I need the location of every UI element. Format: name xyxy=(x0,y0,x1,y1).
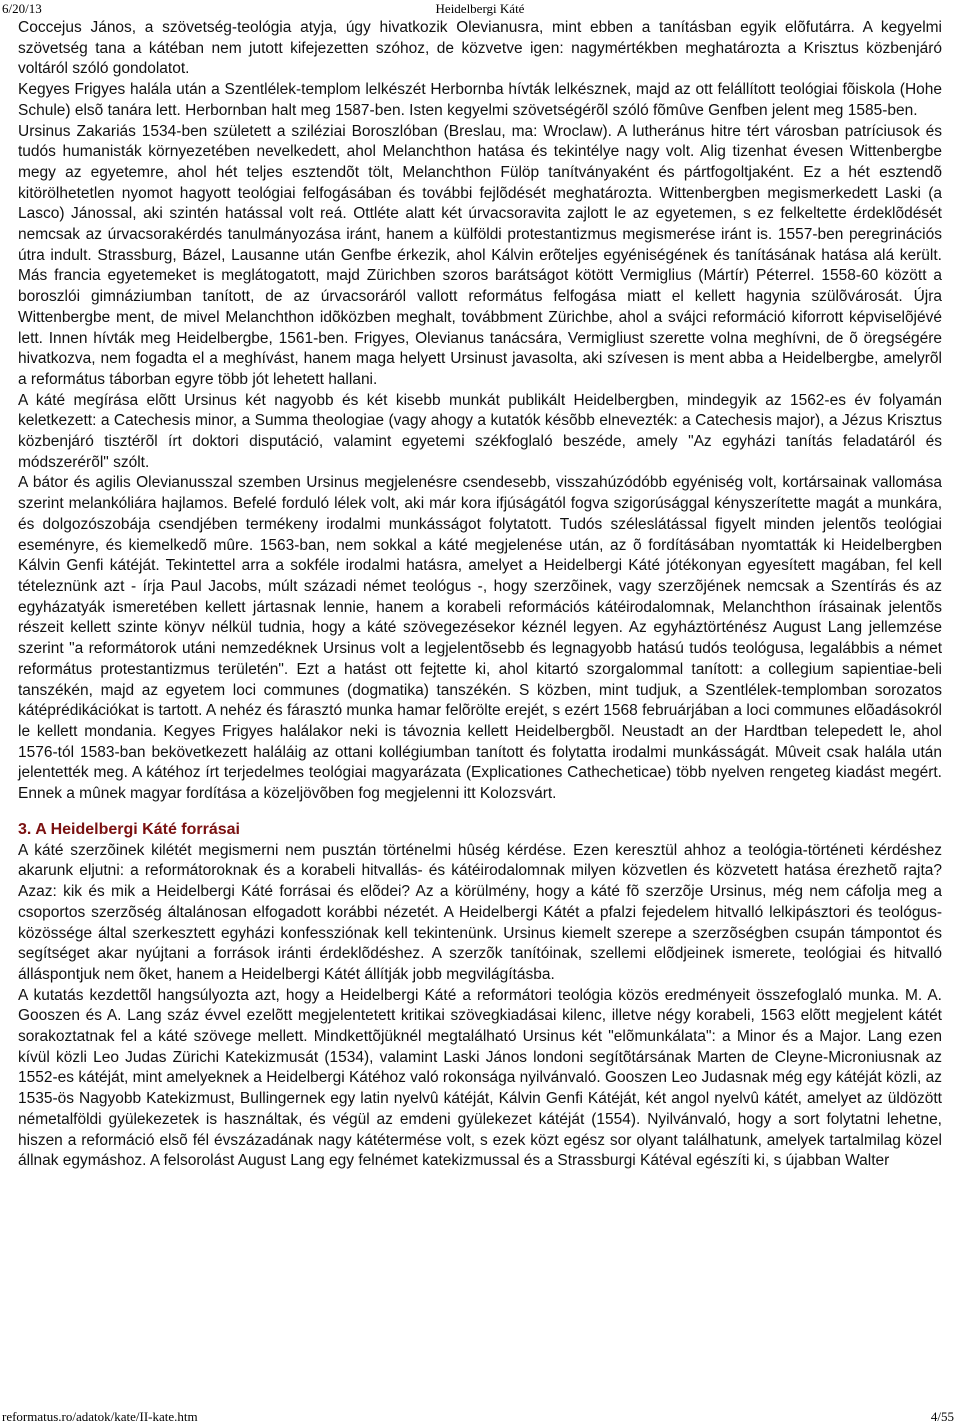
paragraph: A káté megírása elõtt Ursinus két nagyobb és két kisebb munkát publikált Heidelbergben, mindegyik az 1562-es év folyamán keletkezett: a Catechesis minor, a Summa theologiae (vagy ahogy a kutatók késõbb elnevezték: a Catechesis major), a Jézus Krisztus közbenjáró tisztérõl írt doktori disputáció, valamint egyetemi székfoglaló beszéde, amely "Az egyházi tanítás feladatáról és módszerérõl" szólt. xyxy=(18,391,942,471)
paragraph: A bátor és agilis Olevianusszal szemben Ursinus megjelenésre csendesebb, visszahúzódóbb egyéniség volt, kortársainak vallomása szerint melankóliára hajlamos. Befelé forduló lélek volt, aki már kora ifjúságától fogva szigorúsággal kényszerítette magát a munkára, és dolgozószobája csendjében termékeny irodalmi munkásságot folytatott. Tudós széleslátással figyelt minden jelentõs teológiai eseményre, és kiemelkedõ mûre. 1563-ban, nem sokkal a káté megjelenése után, az õ fordításában nyomtatták ki Heidelbergben Kálvin Genfi kátéját. Tekintettel arra a sokféle irodalmi hatásra, amelyet a Heidelbergi Káté jótékonyan egyesített magában, fel kell tételeznünk azt - írja Paul Jacobs, múlt századi német teológus -, hogy szerzõinek, vagy szerzõjének nemcsak a Szentírás és az egyházatyák ismeretében kellett jártasnak lennie, hanem a korabeli reformációs kátéirodalomnak, Melanchthon írásainak jelentõs részeit kellett szinte könyv nélkül tudnia, hogy a káté szövegezésekor kéznél legyen. Az egyháztörténész August Lang jellemzése szerint "a reformátorok utáni nemzedéknek Ursinus volt a legjelentõsebb és legnagyobb hatású tudós teológusa, legalábbis a német református protestantizmus területén". Ezt a hatást ott fejtette ki, ahol kitartó szorgalommal tanított: a collegium sapientiae-beli tanszékén, majd az egyetem loci communes (dogmatika) tanszékén. S közben, mint tudjuk, a Szentlélek-templomban sorozatos kátéprédikációkat is tartott. A nehéz és fárasztó munka hamar felõrölte erejét, s ezért 1568 februárjában a loci communes elõadásokról le kellett mondania. Kegyes Frigyes halálakor neki is távoznia kellett Heidelbergbõl. Neustadt an der Hardtban telepedett le, ahol 1576-tól 1583-ban bekövetkezett haláláig az ottani kollégiumban tanított és folytatta irodalmi munkásságát. Mûveit csak halála után jelentették meg. A kátéhoz írt terjedelmes teológiai magyarázata (Explicationes Cathecheticae) több nyelven rengeteg kiadást megért. Ennek a mûnek magyar fordítása a közeljövõben fog megjelenni itt Kolozsvárt. xyxy=(18,474,942,803)
paragraph: A káté szerzõinek kilétét megismerni nem pusztán történelmi hûség kérdése. Ezen keresztül ahhoz a teológia-történeti kérdéshez akarunk eljutni: a reformátoroknak és a korabeli hitvallás- és kátéirodalomnak milyen közvetlen és közvetett hatása érezhetõ rajta? Azaz: kik és mik a Heidelbergi Káté forrásai és elõdei? Az a körülmény, hogy a káté fõ szerzõje Ursinus, még nem cáfolja meg a csoportos szerzõség általánosan elfogadott korábbi nézetét. A Heidelbergi Kátét a pfalzi fejedelem hitvalló lelkipásztori és teológus-közössége által szerkesztett egyházi konfessziónak kell tekintenünk. Ursinus kiemelt szerepe a szerzõségben csupán támpontot és segítséget akar nyújtani a források iránti érdeklõdéshez. A szerzõk tanítóinak, szellemi elõdjeinek ismerete, teológiai és hitvalló álláspontjuk nem õket, hanem a Heidelbergi Kátét állítják jobb megvilágításba. xyxy=(18,841,942,983)
section-heading: 3. A Heidelbergi Káté forrásai xyxy=(18,820,240,838)
paragraph: Kegyes Frigyes halála után a Szentlélek-templom lelkészét Herbornba hívták lelkésznek, majd az ott felállított teológiai fõiskola (Hohe Schule) elsõ tanára lett. Herbornban halt meg 1587-ben. Isten kegyelmi szövetségérõl szóló fõmûve Genfben jelent meg 1585-ben. xyxy=(18,81,942,119)
page-url: reformatus.ro/adatok/kate/II-kate.htm xyxy=(2,1409,198,1424)
page-header xyxy=(0,0,960,18)
article-body xyxy=(18,18,942,1172)
paragraph: A kutatás kezdettõl hangsúlyozta azt, hogy a Heidelbergi Káté a reformátori teológia közös eredményeit összefoglaló munka. M. A. Gooszen és A. Lang száz évvel ezelõtt megjelentetett kritikai szövegkiadásai kilenc, illetve négy korabeli, 1563 elõtt megjelent kátét sorakoztatnak fel a káté szövege mellett. Mindkettõjüknél megtalálható Ursinus két "elõmunkálata": a Minor és a Major. Lang ezen kívül közli Leo Judas Zürichi Katekizmusát (1534), valamint Laski János londoni segítõtársának Marten de Cleyne-Microniusnak az 1552-es kátéját, mint amelyeknek a Heidelbergi Kátéhoz való rokonsága nyilvánvaló. Gooszen Leo Judasnak még egy kátéját közli, az 1535-ös Nagyobb Katekizmust, Bullingernek egy latin nyelvû kátéját, Kálvin Genfi Kátéját, két angol nyelvû kátét, amelyet az üldözött németalföldi gyülekezetek is használtak, és végül az emdeni gyülekezet kátéját (1554). Nyilvánvaló, hogy a sort folytatni lehetne, hiszen a reformáció elsõ fél évszázadának nagy kátétermése volt, s ezek közt egész sor olyant találhatunk, amelyek tartalmilag közel állnak egymáshoz. A felsorolást August Lang egy felnémet katekizmussal és a Strassburgi Kátéval egészíti ki, s újabban Walter xyxy=(18,986,942,1170)
page-number: 4/55 xyxy=(930,1409,954,1424)
paragraph: Coccejus János, a szövetség-teológia atyja, úgy hivatkozik Olevianusra, mint ebben a tanításban egyik elõfutárra. A kegyelmi szövetség tana a kátéban nem jutott kifejezetten szóhoz, de közvetve igen: nagymértékben meghatározta a Krisztus közbenjáró voltáról szóló gondolatot. xyxy=(18,19,942,78)
document-title: Heidelbergi Káté xyxy=(435,1,525,16)
page-footer xyxy=(0,1408,960,1426)
print-date: 6/20/13 xyxy=(2,1,42,16)
paragraph: Ursinus Zakariás 1534-ben született a sziléziai Boroszlóban (Breslau, ma: Wroclaw). A lutheránus hitre tért városban patríciusok és tudós humanisták környezetében nevelkedett, ahol Melanchthon hatása és tekintélye nagy volt. Alig tizenhat évesen Wittenbergbe megy az egyetemre, ahol hét teljes esztendõt tölt, Melanchthon Fülöp tanítványaként és pártfogoltjaként. Ez a hét esztendõ kitörölhetetlen nyomot hagyott teológiai felfogásában és további fejlõdését meghatározta. Wittenbergben megismerkedett Laski (a Lasco) Jánossal, aki szintén hatással volt reá. Ottléte alatt két úrvacsoravita zajlott le az egyetemen, s ez felkeltette érdeklõdését nemcsak az úrvacsorakérdés tanulmányozása iránt, hanem a külföldi protestantizmus megismerése iránt is. 1557-ben peregrinációs útra indult. Strassburg, Bázel, Lausanne után Genfbe érkezik, ahol Kálvin erõteljes egyéniségének és tanításának hatása alá került. Más francia egyetemeket is meglátogatott, majd Zürichben szoros barátságot kötött Vermiglius (Mártír) Péterrel. 1558-60 között a boroszlói gimnáziumban tanított, de az úrvacsoráról vallott református felfogása miatt el kellett hagynia szülõvárosát. Újra Wittenbergbe ment, de mivel Melanchthon idõközben meghalt, továbbment Zürichbe, ahol a svájci reformáció kiforrott képviselõjévé lett. Innen hívták meg Heidelbergbe, 1561-ben. Frigyes, Olevianus tanácsára, Vermigliust szerette volna meghívni, de õ öregségére hivatkozva, nem fogadta el a meghívást, hanem maga helyett Ursinust javasolta, aki szívesen is ment abba a Heidelbergbe, amelyrõl a református táborban egyre több jót lehetett hallani. xyxy=(18,122,942,388)
